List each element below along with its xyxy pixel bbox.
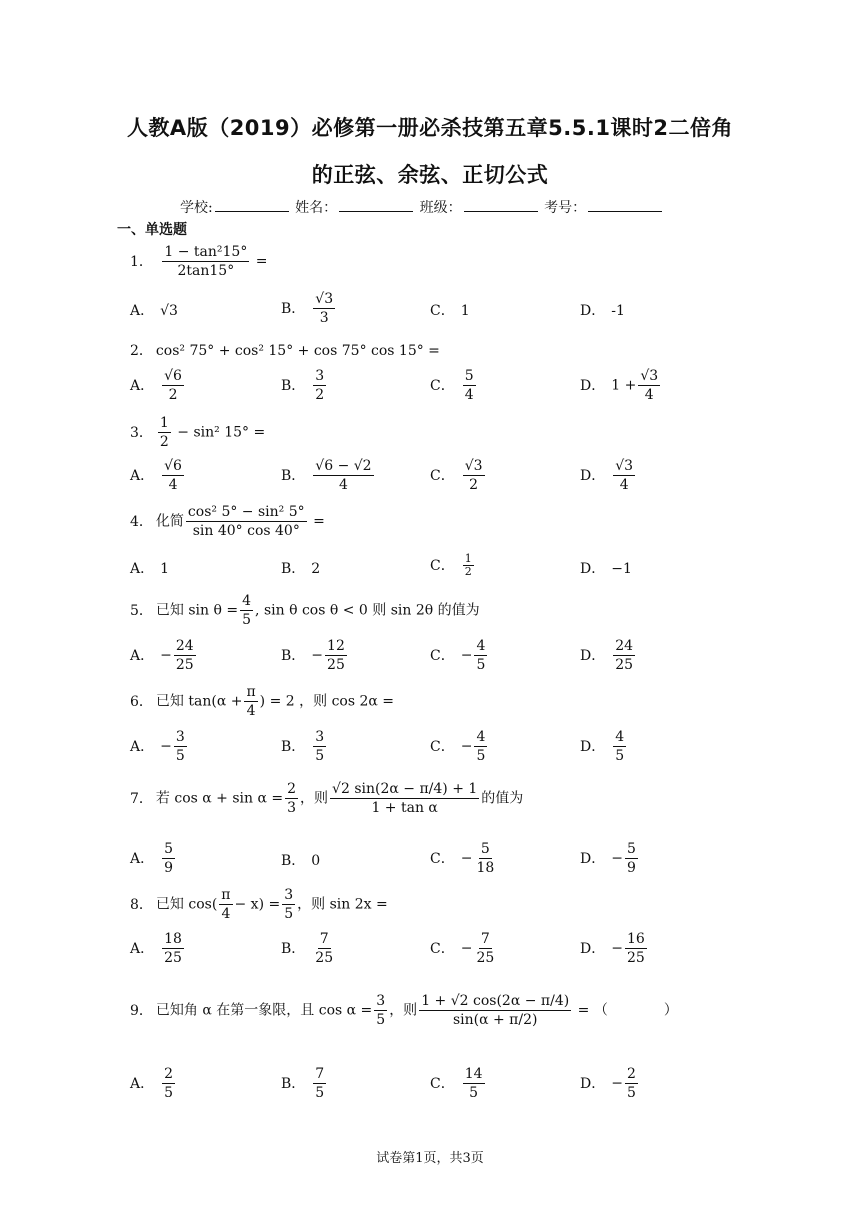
question-5: 5． 已知 sin θ = $\frac{4}{5}$ , sin θ cos θ < 0 则 sin 2θ 的值为 bbox=[130, 593, 480, 628]
q7-option-a: A． $\frac{5}{9}$ bbox=[130, 841, 174, 876]
student-info-row bbox=[180, 197, 664, 217]
q8-option-a: A． $\frac{18}{25}$ bbox=[130, 931, 182, 966]
q2-option-d: D． 1 + $\frac{√3}{4}$ bbox=[580, 368, 659, 403]
q1-option-c: C． 1 bbox=[430, 303, 470, 319]
question-6: 6． 已知 tan(α + $\frac{\pi}{4}$ ) = 2 ，则 cos 2α = bbox=[130, 684, 395, 719]
exam-no-label: 考号： bbox=[544, 200, 587, 216]
q2-option-a: A． $\frac{√6}{2}$ bbox=[130, 368, 182, 403]
q9-option-d: D． − $\frac{2}{5}$ bbox=[580, 1066, 636, 1101]
exam-no-blank bbox=[588, 199, 662, 212]
question-9: 9． 已知角 α 在第一象限，且 cos α = $\frac{3}{5}$ ，则 $\frac{1 + √2 \cos(2\alpha - \pi/4)}{\sin(\alpha + \pi/2)}$ = （ ） bbox=[130, 993, 678, 1028]
q6-option-c: C． − $\frac{4}{5}$ bbox=[430, 729, 486, 764]
q5-option-a: A． − $\frac{24}{25}$ bbox=[130, 638, 194, 673]
q1-option-b: B． $\frac{√3}{3}$ bbox=[281, 291, 334, 326]
name-blank bbox=[339, 199, 413, 212]
q5-option-d: D． $\frac{24}{25}$ bbox=[580, 638, 634, 673]
q5-option-b: B． − $\frac{12}{25}$ bbox=[281, 638, 345, 673]
q1-fraction: $\frac{\text{1 − tan²15°}}{2\tan 15^\circ}$ bbox=[164, 244, 248, 279]
q3-option-b: B． $\frac{√6 - √2}{4}$ bbox=[281, 458, 372, 493]
q9-option-a: A． $\frac{2}{5}$ bbox=[130, 1066, 174, 1101]
q8-option-d: D． − $\frac{16}{25}$ bbox=[580, 931, 645, 966]
q7-option-c: C． − $\frac{5}{18}$ bbox=[430, 841, 495, 876]
question-3: 3． $\frac{1}{2}$ − sin² 15° = bbox=[130, 415, 266, 450]
question-8: 8． 已知 cos( $\frac{\pi}{4}$ − x) = $\frac{3}{5}$ ，则 sin 2x = bbox=[130, 887, 388, 922]
title-line-2: 的正弦、余弦、正切公式 bbox=[311, 163, 549, 187]
class-label: 班级： bbox=[419, 200, 462, 216]
question-2: 2． cos² 75° + cos² 15° + cos 75° cos 15° = bbox=[130, 343, 440, 359]
q3-option-c: C． $\frac{√3}{2}$ bbox=[430, 458, 483, 493]
question-7: 7． 若 cos α + sin α = $\frac{2}{3}$ ，则 $\frac{√2 \sin(2\alpha - \pi/4) + 1}{\text{1 + tan α}}$ 的值为 bbox=[130, 781, 524, 816]
q6-option-a: A． − $\frac{3}{5}$ bbox=[130, 729, 185, 764]
q3-option-d: D． $\frac{√3}{4}$ bbox=[580, 458, 634, 493]
school-blank bbox=[215, 199, 289, 212]
q1-option-d: D． -1 bbox=[580, 303, 625, 319]
q4-option-b: B． 2 bbox=[281, 561, 321, 577]
q4-option-a: A． 1 bbox=[130, 561, 170, 577]
q6-option-b: B． $\frac{3}{5}$ bbox=[281, 729, 325, 764]
q1-option-a: A． √3 bbox=[130, 303, 178, 319]
q6-option-d: D． $\frac{4}{5}$ bbox=[580, 729, 625, 764]
question-4: 4． 化简 $\frac{\text{cos² 5° − sin² 5°}}{\sin 40^\circ \cos 40^\circ}$ = bbox=[130, 504, 325, 539]
q9-option-b: B． $\frac{7}{5}$ bbox=[281, 1066, 325, 1101]
q8-option-c: C． − $\frac{7}{25}$ bbox=[430, 931, 495, 966]
q5-option-c: C． − $\frac{4}{5}$ bbox=[430, 638, 486, 673]
school-label: 学校: bbox=[180, 200, 213, 216]
q2-option-b: B． $\frac{3}{2}$ bbox=[281, 368, 325, 403]
q8-option-b: B． $\frac{7}{25}$ bbox=[281, 931, 334, 966]
q2-option-c: C． $\frac{5}{4}$ bbox=[430, 368, 474, 403]
section-heading: 一、单选题 bbox=[117, 222, 187, 238]
title-line-1: 人教A版（2019）必修第一册必杀技第五章5.5.1课时2二倍角 bbox=[126, 116, 734, 140]
q9-option-c: C． $\frac{14}{5}$ bbox=[430, 1066, 483, 1101]
q7-option-d: D． − $\frac{5}{9}$ bbox=[580, 841, 636, 876]
q4-option-d: D． −1 bbox=[580, 561, 632, 577]
q4-option-c: C． $\frac{1}{2}$ bbox=[430, 552, 472, 578]
q7-option-b: B． 0 bbox=[281, 853, 321, 869]
name-label: 姓名： bbox=[295, 200, 338, 216]
class-blank bbox=[464, 199, 538, 212]
page-footer: 试卷第1页，共3页 bbox=[376, 1151, 484, 1166]
question-1: 1． $\frac{\text{1 − tan²15°}}{2\tan 15^\circ}$ = bbox=[130, 244, 268, 279]
q3-option-a: A． $\frac{√6}{4}$ bbox=[130, 458, 182, 493]
